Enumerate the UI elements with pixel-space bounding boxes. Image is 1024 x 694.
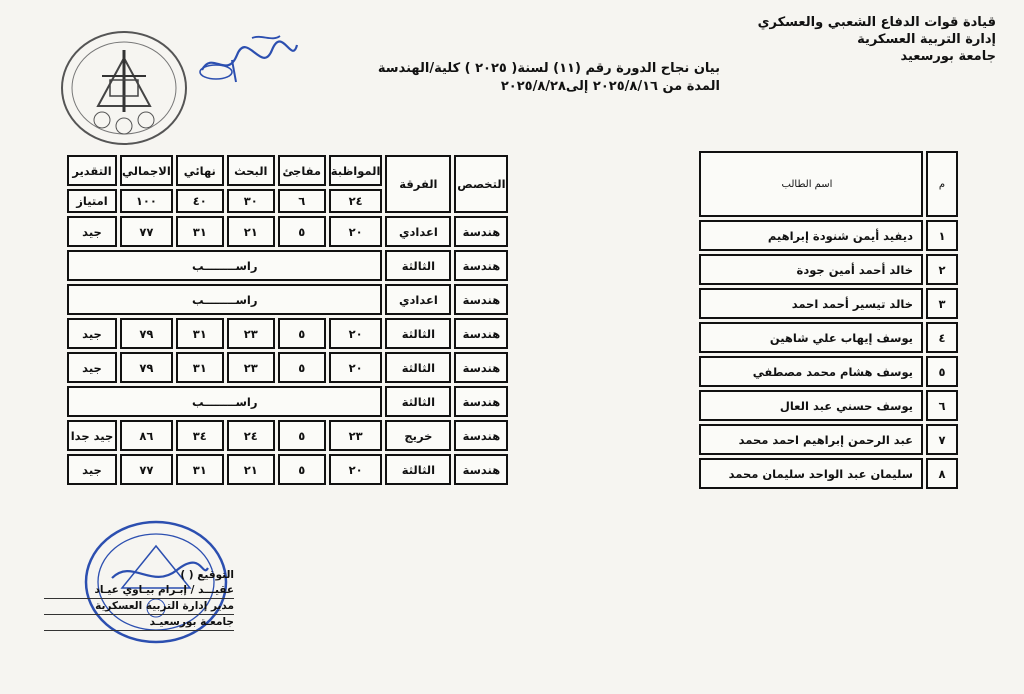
- signature-block: [44, 568, 234, 631]
- cell-year: الثالثة: [385, 454, 451, 485]
- cell-surprise: ٥: [278, 318, 326, 349]
- cell-failed: راســــــــب: [67, 284, 382, 315]
- max-grade: امتياز: [67, 189, 117, 213]
- student-name: خالد تيسير أحمد احمد: [699, 288, 923, 319]
- student-name: ديفيد أيمن شنودة إبراهيم: [699, 220, 923, 251]
- students-table: [696, 148, 961, 492]
- header-specialization: التخصص: [454, 155, 508, 213]
- student-num: ٤: [926, 322, 958, 353]
- student-name: عبد الرحمن إبراهيم احمد محمد: [699, 424, 923, 455]
- cell-specialization: هندسة: [454, 318, 508, 349]
- student-name: يوسف إيهاب علي شاهين: [699, 322, 923, 353]
- cell-specialization: هندسة: [454, 284, 508, 315]
- header-line-2: إدارة التربية العسكرية: [857, 32, 996, 47]
- handwritten-signature-icon: [192, 30, 302, 88]
- cell-research: ٢١: [227, 216, 275, 247]
- student-num: ٧: [926, 424, 958, 455]
- students-header-row: [699, 151, 958, 217]
- student-row: [699, 288, 958, 319]
- emblem-seal-icon: [58, 28, 190, 148]
- cell-total: ٨٦: [120, 420, 173, 451]
- title-line-1: بيان نجاح الدورة رقم (١١) لسنة( ٢٠٢٥ ) كلية/الهندسة: [377, 61, 720, 76]
- student-num: ١: [926, 220, 958, 251]
- max-research: ٣٠: [227, 189, 275, 213]
- student-row: [699, 356, 958, 387]
- cell-total: ٧٩: [120, 318, 173, 349]
- cell-year: الثالثة: [385, 386, 451, 417]
- cell-year: خريج: [385, 420, 451, 451]
- student-row: [699, 220, 958, 251]
- cell-attendance: ٢٣: [329, 420, 383, 451]
- cell-attendance: ٢٠: [329, 318, 383, 349]
- cell-research: ٢٣: [227, 352, 275, 383]
- students-body: [699, 220, 958, 489]
- cell-research: ٢٤: [227, 420, 275, 451]
- cell-year: اعدادي: [385, 284, 451, 315]
- cell-final: ٣١: [176, 454, 224, 485]
- cell-surprise: ٥: [278, 216, 326, 247]
- cell-surprise: ٥: [278, 454, 326, 485]
- student-name: يوسف حسني عبد العال: [699, 390, 923, 421]
- student-name: سليمان عبد الواحد سليمان محمد: [699, 458, 923, 489]
- max-attendance: ٢٤: [329, 189, 383, 213]
- grades-table: [64, 152, 511, 488]
- header-line-3: جامعة بورسعيد: [900, 49, 996, 64]
- student-num: ٨: [926, 458, 958, 489]
- cell-total: ٧٧: [120, 454, 173, 485]
- header-year: الفرقة: [385, 155, 451, 213]
- header-line-1: قيادة قوات الدفاع الشعبي والعسكري: [757, 15, 996, 30]
- student-row: [699, 254, 958, 285]
- cell-final: ٣١: [176, 352, 224, 383]
- cell-specialization: هندسة: [454, 454, 508, 485]
- cell-failed: راســــــــب: [67, 250, 382, 281]
- cell-research: ٢٣: [227, 318, 275, 349]
- cell-specialization: هندسة: [454, 216, 508, 247]
- student-num: ٣: [926, 288, 958, 319]
- cell-year: الثالثة: [385, 352, 451, 383]
- grade-row: [67, 318, 508, 349]
- header-research: البحث: [227, 155, 275, 186]
- cell-surprise: ٥: [278, 352, 326, 383]
- grade-row: [67, 216, 508, 247]
- student-row: [699, 322, 958, 353]
- cell-total: ٧٩: [120, 352, 173, 383]
- student-row: [699, 458, 958, 489]
- max-total: ١٠٠: [120, 189, 173, 213]
- cell-final: ٣٤: [176, 420, 224, 451]
- signer-university: جامعـة بورسعيـد: [44, 615, 234, 631]
- grade-row: [67, 420, 508, 451]
- cell-grade: جيد: [67, 352, 117, 383]
- max-surprise: ٦: [278, 189, 326, 213]
- cell-specialization: هندسة: [454, 352, 508, 383]
- cell-year: اعدادي: [385, 216, 451, 247]
- cell-failed: راســــــــب: [67, 386, 382, 417]
- cell-final: ٣١: [176, 216, 224, 247]
- cell-attendance: ٢٠: [329, 352, 383, 383]
- signer-name: عقيـــد / إبـرام بيـاوي عيـاد: [44, 583, 234, 599]
- cell-total: ٧٧: [120, 216, 173, 247]
- student-name: يوسف هشام محمد مصطفي: [699, 356, 923, 387]
- student-row: [699, 424, 958, 455]
- header-final: نهائي: [176, 155, 224, 186]
- cell-year: الثالثة: [385, 318, 451, 349]
- header-attendance: المواظبة: [329, 155, 383, 186]
- grades-body: [67, 216, 508, 485]
- cell-specialization: هندسة: [454, 420, 508, 451]
- cell-grade: جيد: [67, 318, 117, 349]
- cell-year: الثالثة: [385, 250, 451, 281]
- cell-grade: جيد جدا: [67, 420, 117, 451]
- cell-grade: جيد: [67, 454, 117, 485]
- document-title: [300, 60, 720, 96]
- cell-specialization: هندسة: [454, 250, 508, 281]
- title-line-2: المدة من ٢٠٢٥/٨/١٦ إلى٢٠٢٥/٨/٢٨: [500, 79, 720, 94]
- document-header: [758, 14, 996, 65]
- grade-row: [67, 284, 508, 315]
- signature-label: التوقيع ( ): [180, 569, 234, 581]
- grade-row: [67, 454, 508, 485]
- student-num: ٥: [926, 356, 958, 387]
- grade-row: [67, 352, 508, 383]
- signer-position: مدير إدارة التربية العسكرية: [44, 599, 234, 615]
- header-total: الاجمالي: [120, 155, 173, 186]
- student-num: ٢: [926, 254, 958, 285]
- cell-specialization: هندسة: [454, 386, 508, 417]
- grade-row: [67, 386, 508, 417]
- header-num: م: [926, 151, 958, 217]
- student-name: خالد أحمد أمين جودة: [699, 254, 923, 285]
- header-surprise: مفاجئ: [278, 155, 326, 186]
- cell-surprise: ٥: [278, 420, 326, 451]
- cell-final: ٣١: [176, 318, 224, 349]
- grade-row: [67, 250, 508, 281]
- header-grade: التقدير: [67, 155, 117, 186]
- header-student-name: اسم الطالب: [699, 151, 923, 217]
- max-final: ٤٠: [176, 189, 224, 213]
- cell-attendance: ٢٠: [329, 454, 383, 485]
- student-num: ٦: [926, 390, 958, 421]
- student-row: [699, 390, 958, 421]
- cell-research: ٢١: [227, 454, 275, 485]
- cell-grade: جيد: [67, 216, 117, 247]
- grades-header-row: [67, 155, 508, 186]
- cell-attendance: ٢٠: [329, 216, 383, 247]
